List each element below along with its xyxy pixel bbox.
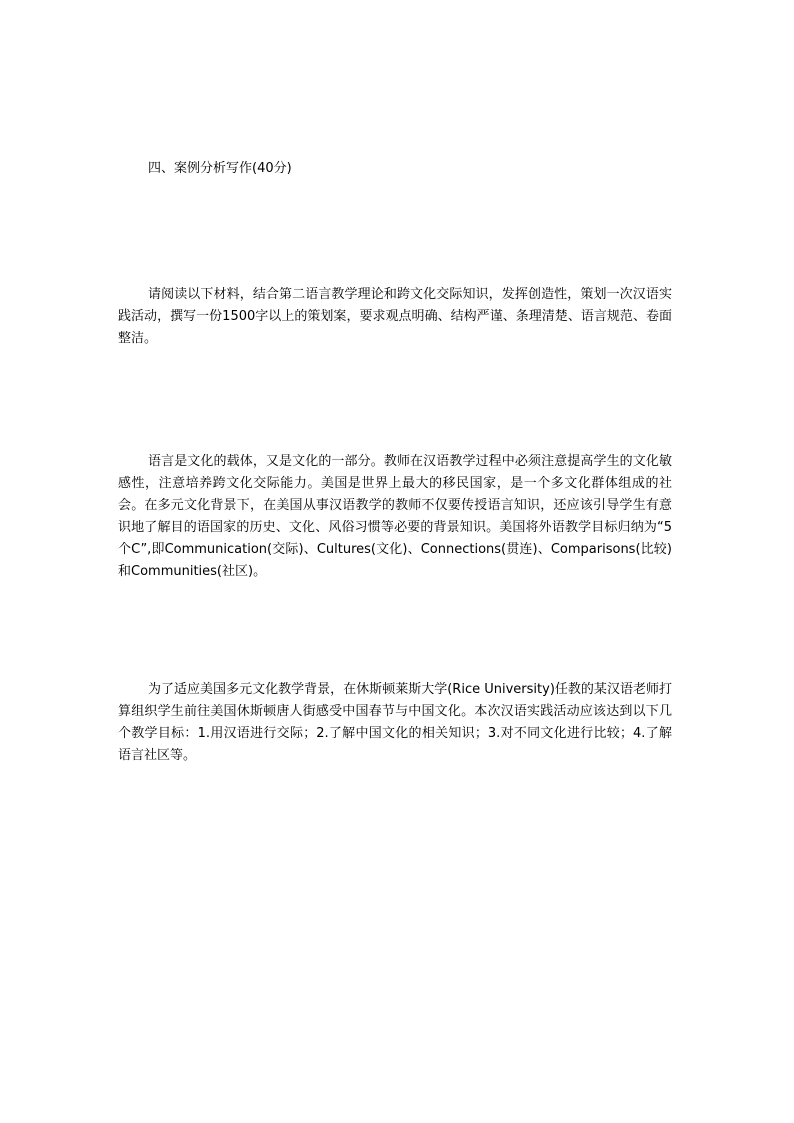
paragraph-culture-background: 语言是文化的载体，又是文化的一部分。教师在汉语教学过程中必须注意提高学生的文化敏感性，注意培养跨文化交际能力。美国是世界上最大的移民国家，是一个多文化群体组成的社会。在多元文化背景下，在美国从事汉语教学的教师不仅要传授语言知识，还应该引导学生有意识地了解目的语国家的历史、文化、风俗习惯等必要的背景知识。美国将外语教学目标归纳为“5个C”,即Communication(交际)、Cultures(文化)、Connections(贯连)、Comparisons(比较)和Communities(社区)。 — [118, 454, 672, 579]
paragraph-instructions: 请阅读以下材料，结合第二语言教学理论和跨文化交际知识，发挥创造性，策划一次汉语实践活动，撰写一份1500字以上的策划案，要求观点明确、结构严谨、条理清楚、语言规范、卷面整洁。 — [118, 287, 672, 346]
paragraph-activity-goals: 为了适应美国多元文化教学背景，在休斯顿莱斯大学(Rice University)任教的某汉语老师打算组织学生前往美国休斯顿唐人街感受中国春节与中国文化。本次汉语实践活动应该达到以下几个教学目标：1.用汉语进行交际；2.了解中国文化的相关知识；3.对不同文化进行比较；4.了解语言社区等。 — [118, 682, 672, 763]
section-heading: 四、案例分析写作(40分) — [148, 161, 292, 176]
